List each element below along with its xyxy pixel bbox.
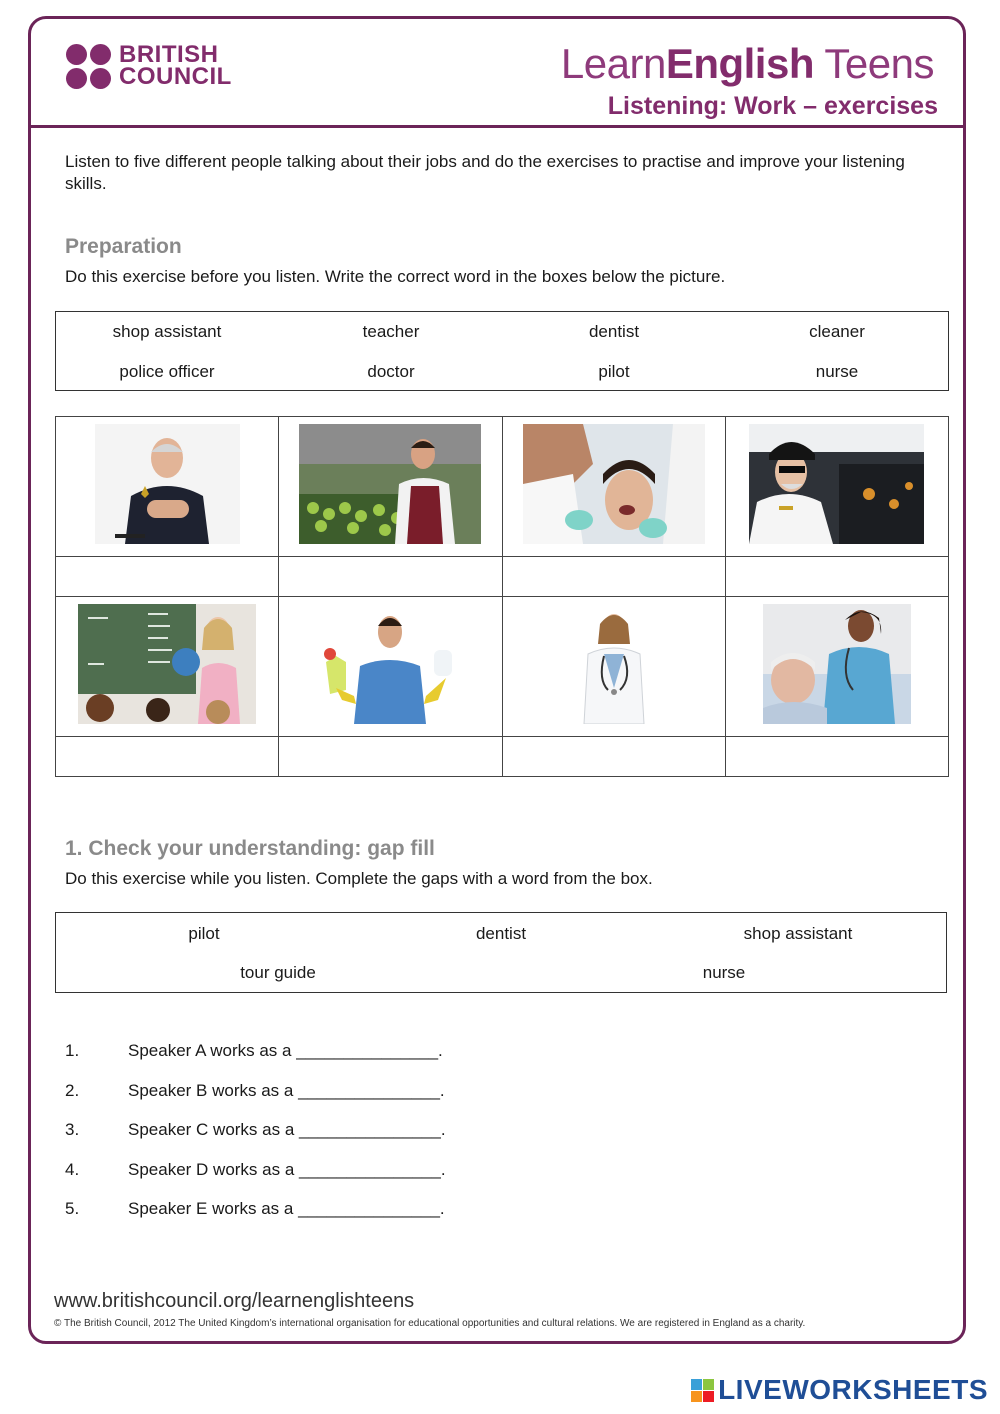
exercise1-heading: 1. Check your understanding: gap fill <box>65 837 435 860</box>
answer-box[interactable] <box>725 737 948 777</box>
word-box-item: pilot <box>188 924 220 943</box>
footer-copyright: © The British Council, 2012 The United Kingdom’s international organisation for educational opportunities and cultural relations. We are registered in England as a charity. <box>54 1318 806 1329</box>
picture-cell <box>502 417 725 557</box>
question-number: 1. <box>65 1041 80 1060</box>
dentist-photo-icon <box>523 424 705 544</box>
word-box-item: nurse <box>702 963 746 982</box>
page-title: Listening: Work – exercises <box>607 92 938 120</box>
question-number: 5. <box>65 1199 80 1218</box>
question-number: 3. <box>65 1120 80 1139</box>
brand-english: English <box>665 40 814 87</box>
preparation-instruction: Do this exercise before you listen. Write the correct word in the boxes below the picture. <box>65 267 726 286</box>
answer-box[interactable] <box>56 737 279 777</box>
question-text[interactable]: Speaker D works as a _______________. <box>128 1159 446 1179</box>
word-box-item: dentist <box>588 322 640 341</box>
word-box-item: doctor <box>367 362 415 381</box>
answer-box[interactable] <box>502 737 725 777</box>
exercise1-word-box <box>55 912 947 993</box>
question-text[interactable]: Speaker A works as a _______________. <box>128 1041 443 1060</box>
header-divider <box>31 125 966 128</box>
word-box-item: police officer <box>119 362 215 381</box>
word-box-item: dentist <box>475 924 527 943</box>
nurse-photo-icon <box>763 604 911 724</box>
question-number: 4. <box>65 1159 80 1179</box>
word-box-item: pilot <box>598 362 630 381</box>
word-box-item: teacher <box>362 322 420 341</box>
picture-cell <box>725 597 948 737</box>
picture-cell <box>502 597 725 737</box>
exercise1-instruction: Do this exercise while you listen. Complete the gaps with a word from the box. <box>65 869 653 888</box>
question-text[interactable]: Speaker E works as a _______________. <box>128 1199 445 1218</box>
word-box-item: shop assistant <box>112 322 222 341</box>
picture-cell <box>279 417 502 557</box>
british-council-logo <box>66 41 236 92</box>
org-name-line2: COUNCIL <box>119 63 232 90</box>
watermark-text: LIVEWORKSHEETS <box>718 1374 988 1405</box>
picture-cell <box>279 597 502 737</box>
intro-text: Listen to five different people talking about their jobs and do the exercises to practise and improve your listening skills. <box>65 152 905 193</box>
picture-cell <box>56 597 279 737</box>
answer-box[interactable] <box>279 737 502 777</box>
answer-box[interactable] <box>502 557 725 597</box>
answer-box[interactable] <box>725 557 948 597</box>
word-box-item: shop assistant <box>743 924 853 943</box>
brand-teens: Teens <box>814 40 934 87</box>
answer-box[interactable] <box>279 557 502 597</box>
word-box-item: nurse <box>815 362 859 381</box>
org-name-line1: BRITISH <box>119 41 219 68</box>
pilot-photo-icon <box>749 424 924 544</box>
answer-box[interactable] <box>56 557 279 597</box>
question-number: 2. <box>65 1080 80 1100</box>
liveworksheets-watermark <box>691 1374 988 1406</box>
preparation-word-box <box>55 311 949 391</box>
preparation-heading: Preparation <box>65 235 182 258</box>
org-name <box>119 41 232 90</box>
question-text[interactable]: Speaker B works as a _______________. <box>128 1080 445 1100</box>
shop-assistant-photo-icon <box>299 424 481 544</box>
cleaner-photo-icon <box>320 604 460 724</box>
picture-grid <box>55 416 949 777</box>
word-box-item: cleaner <box>809 322 865 341</box>
logo-dots-icon <box>66 44 112 90</box>
picture-cell <box>56 417 279 557</box>
footer-url: www.britishcouncil.org/learnenglishteens <box>54 1290 415 1312</box>
brand-learn: Learn <box>560 40 666 87</box>
word-box-item: tour guide <box>240 963 316 982</box>
learnenglish-teens-logo <box>561 40 934 88</box>
doctor-photo-icon <box>574 604 654 724</box>
picture-cell <box>725 417 948 557</box>
teacher-photo-icon <box>78 604 256 724</box>
liveworksheets-logo-icon <box>691 1379 715 1403</box>
question-text[interactable]: Speaker C works as a _______________. <box>128 1120 446 1139</box>
police-officer-photo-icon <box>95 424 240 544</box>
